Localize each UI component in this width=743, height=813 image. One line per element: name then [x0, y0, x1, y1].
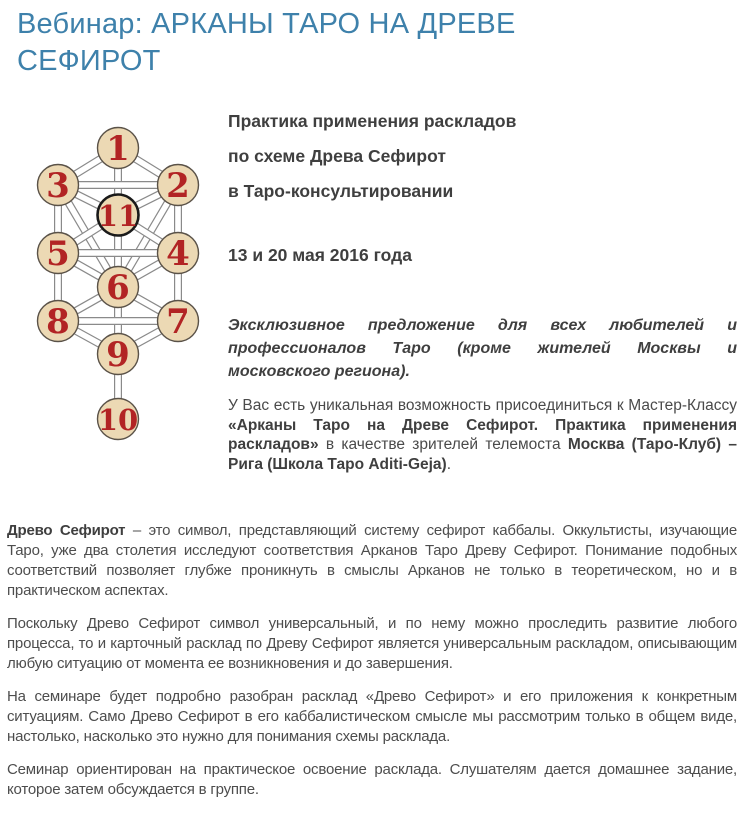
invite-bold-cities: Москва (Таро-Клуб) – Рига (Школа Таро Aditi-Geja)	[228, 436, 738, 473]
description-p1-bold: Древо Сефирот	[7, 522, 126, 539]
invite-text-3: .	[446, 455, 452, 473]
invite-text-1: У Вас есть уникальная возможность присоединиться к Мастер-Классу	[228, 397, 737, 414]
exclusive-offer-line-2: профессионалов Таро (кроме жителей Москвы и	[228, 340, 737, 357]
invite-text-2: в качестве зрителей телемоста	[318, 436, 568, 453]
page-title: Вебинар: АРКАНЫ ТАРО НА ДРЕВЕ СЕФИРОТ	[17, 8, 516, 77]
description-p1-text: – это символ, представляющий систему сефирот каббалы. Оккультисты, изучающие Таро, уже два столетия исследуют соответствия Арканов Таро Древу Сефирот. Понимание подобных соответствий позволяет глубже проникнуть в смыслы Арканов не только в теоретическом, но и в практическом аспектах.	[7, 522, 738, 599]
webinar-info-column	[228, 104, 737, 474]
sephira-number-11: 11	[97, 199, 139, 233]
sephira-number-1: 1	[106, 129, 130, 169]
tree-of-sephirot-diagram	[0, 0, 240, 470]
description-paragraph-1	[7, 521, 737, 601]
description-paragraph-2: Поскольку Древо Сефирот символ универсальный, и по нему можно проследить развитие любого процесса, то и карточный расклад по Древу Сефирот является универсальным раскладом, описывающим любую ситуацию от момента ее возникновения и до завершения.	[7, 615, 737, 672]
sephira-number-2: 2	[166, 166, 190, 206]
invite-paragraph	[228, 396, 737, 474]
sephira-number-7: 7	[166, 302, 190, 342]
exclusive-offer	[228, 314, 737, 383]
exclusive-offer-line-1: Эксклюзивное предложение для всех любителей и	[228, 317, 737, 334]
sephira-number-5: 5	[46, 234, 70, 274]
invite-bold-title: «Арканы Таро на Древе Сефирот. Практика применения раскладов»	[228, 416, 737, 453]
description-paragraph-3: На семинаре будет подробно разобран расклад «Древо Сефирот» и его приложения к конкретным ситуациям. Само Древо Сефирот в его каббалистическом смысле мы рассмотрим только в общем виде, настолько, насколько это нужно для понимания схемы расклада.	[7, 688, 737, 745]
sephira-number-8: 8	[46, 302, 70, 342]
subtitle-line-1: Практика применения раскладов	[228, 111, 517, 131]
description-paragraph-4: Семинар ориентирован на практическое освоение расклада. Слушателям дается домашнее задание, которое затем обсуждается в группе.	[7, 761, 737, 798]
sephira-number-4: 4	[166, 234, 190, 274]
sephira-number-10: 10	[97, 403, 139, 437]
subtitle-line-3: в Таро-консультировании	[228, 181, 454, 201]
sephira-number-3: 3	[46, 166, 70, 206]
sephira-number-9: 9	[106, 335, 130, 375]
description-section	[7, 521, 737, 813]
exclusive-offer-line-3: московского региона).	[228, 363, 410, 380]
sephira-number-6: 6	[106, 268, 130, 308]
subtitle-line-2: по схеме Древа Сефирот	[228, 146, 446, 166]
webinar-date: 13 и 20 мая 2016 года	[228, 245, 412, 265]
